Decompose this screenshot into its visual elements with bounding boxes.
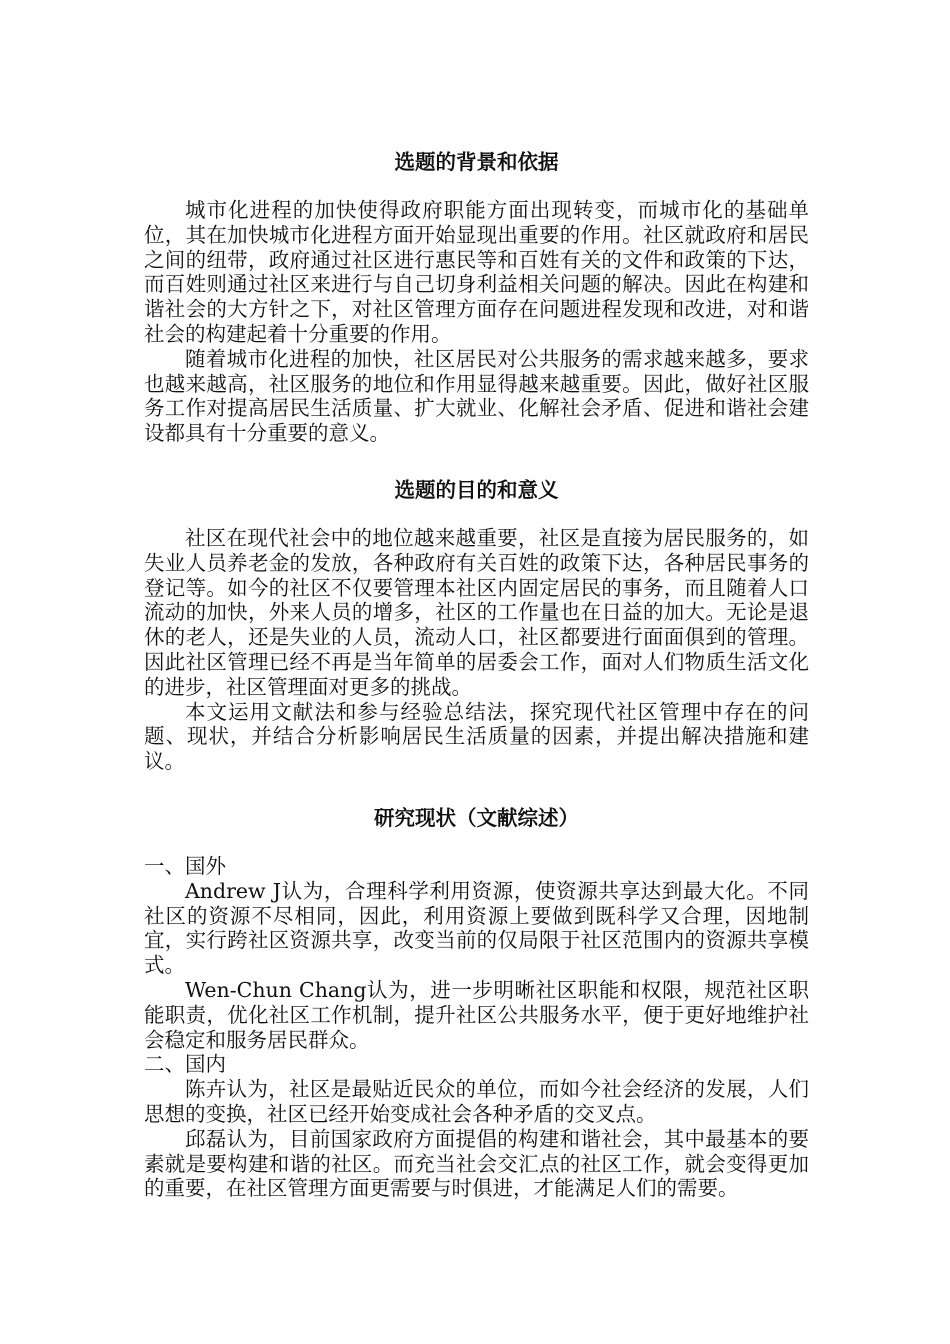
section-title-literature-review: 研究现状（文献综述） bbox=[374, 805, 579, 830]
paragraph: 本文运用文献法和参与经验总结法，探究现代社区管理中存在的问题、现状，并结合分析影响居民生活质量的因素，并提出解决措施和建议。 bbox=[144, 699, 809, 774]
paragraph: 城市化进程的加快使得政府职能方面出现转变，而城市化的基础单位，其在加快城市化进程方面开始显现出重要的作用。社区就政府和居民之间的纽带，政府通过社区进行惠民等和百姓有关的文件和政策的下达，而百姓则通过社区来进行与自己切身利益相关问题的解决。因此在构建和谐社会的大方针之下，对社区管理方面存在问题进程发现和改进，对和谐社会的构建起着十分重要的作用。 bbox=[144, 198, 809, 346]
document-body bbox=[144, 148, 809, 1201]
paragraph: 随着城市化进程的加快，社区居民对公共服务的需求越来越多，要求也越来越高，社区服务的地位和作用显得越来越重要。因此，做好社区服务工作对提高居民生活质量、扩大就业、化解社会矛盾、促进和谐社会建设都具有十分重要的意义。 bbox=[144, 346, 809, 446]
section-title-purpose: 选题的目的和意义 bbox=[394, 477, 559, 502]
paragraph: 陈卉认为，社区是最贴近民众的单位，而如今社会经济的发展，人们思想的变换，社区已经开始变成社会各种矛盾的交叉点。 bbox=[144, 1077, 809, 1126]
section-title-background: 选题的背景和依据 bbox=[394, 150, 559, 174]
paragraph: 社区在现代社会中的地位越来越重要，社区是直接为居民服务的，如失业人员养老金的发放，各种政府有关百姓的政策下达，各种居民事务的登记等。如今的社区不仅要管理本社区内固定居民的事务，而且随着人口流动的加快，外来人员的增多，社区的工作量也在日益的加大。无论是退休的老人，还是失业的人员，流动人口，社区都要进行面面俱到的管理。因此社区管理已经不再是当年简单的居委会工作，面对人们物质生活文化的进步，社区管理面对更多的挑战。 bbox=[144, 525, 809, 699]
paragraph: Wen-Chun Chang认为，进一步明晰社区职能和权限，规范社区职能职责，优化社区工作机制，提升社区公共服务水平，便于更好地维护社会稳定和服务居民群众。 bbox=[144, 977, 809, 1052]
subsection-heading-domestic: 二、国内 bbox=[144, 1052, 226, 1077]
paragraph: 邱磊认为，目前国家政府方面提倡的构建和谐社会，其中最基本的要素就是要构建和谐的社区。而充当社会交汇点的社区工作，就会变得更加的重要，在社区管理方面更需要与时俱进，才能满足人们的需要。 bbox=[144, 1126, 809, 1201]
paragraph: Andrew J认为，合理科学利用资源，使资源共享达到最大化。不同社区的资源不尽相同，因此，利用资源上要做到既科学又合理，因地制宜，实行跨社区资源共享，改变当前的仅局限于社区范围内的资源共享模式。 bbox=[144, 878, 809, 978]
subsection-heading-foreign: 一、国外 bbox=[144, 853, 226, 878]
